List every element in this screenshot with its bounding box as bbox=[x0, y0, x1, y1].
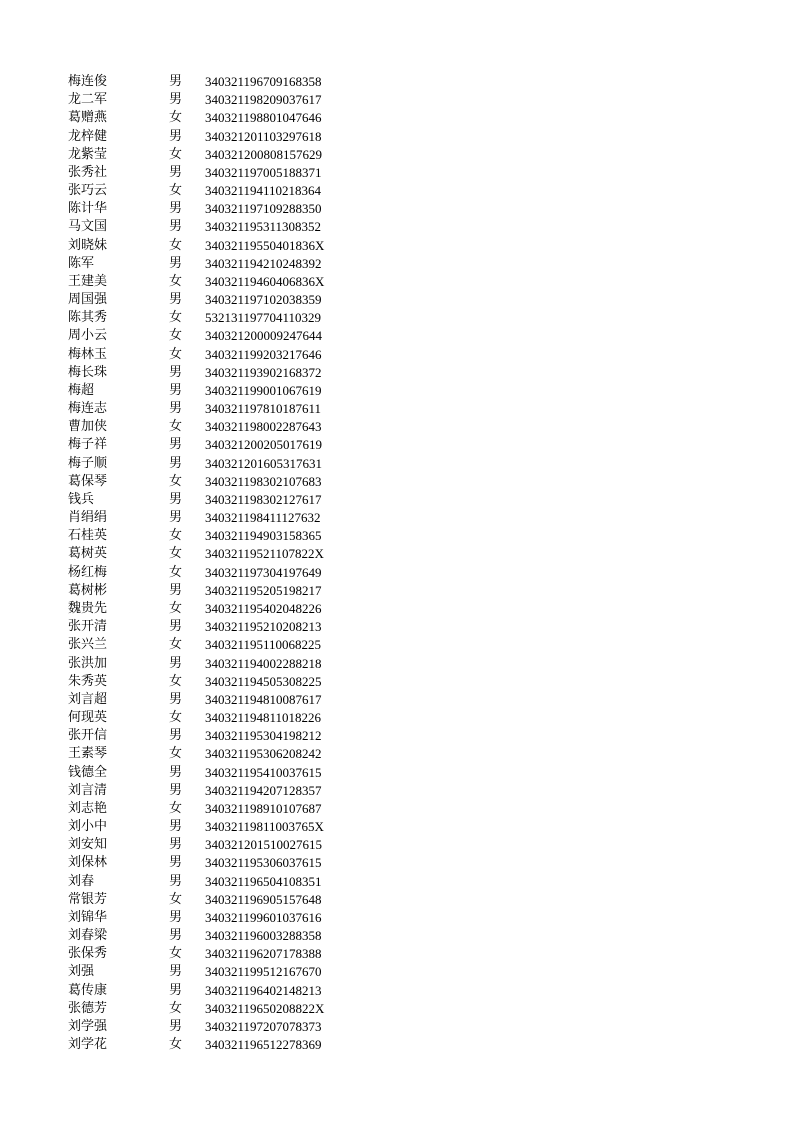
record-row bbox=[68, 673, 368, 691]
record-row bbox=[68, 782, 368, 800]
record-row bbox=[68, 382, 368, 400]
record-row bbox=[68, 200, 368, 218]
record-row bbox=[68, 291, 368, 309]
person-sex: 男 bbox=[169, 909, 183, 925]
person-sex: 男 bbox=[169, 855, 183, 871]
person-name: 杨红梅 bbox=[68, 564, 108, 580]
record-row bbox=[68, 455, 368, 473]
person-name: 梅长珠 bbox=[68, 364, 108, 380]
person-id-number: 340321196402148213 bbox=[205, 982, 322, 998]
person-id-number: 340321195306037615 bbox=[205, 855, 322, 871]
record-row bbox=[68, 836, 368, 854]
person-sex: 女 bbox=[169, 600, 183, 616]
person-sex: 男 bbox=[169, 928, 183, 944]
person-sex: 男 bbox=[169, 219, 183, 235]
person-name: 葛树英 bbox=[68, 546, 108, 562]
person-id-number: 340321198411127632 bbox=[205, 510, 321, 526]
person-sex: 女 bbox=[169, 419, 183, 435]
person-name: 周国强 bbox=[68, 292, 108, 308]
person-id-number: 340321201103297618 bbox=[205, 128, 322, 144]
person-id-number: 340321195306208242 bbox=[205, 746, 322, 762]
person-sex: 男 bbox=[169, 964, 183, 980]
person-sex: 男 bbox=[169, 619, 183, 635]
person-name: 钱兵 bbox=[68, 491, 95, 507]
person-sex: 男 bbox=[169, 401, 183, 417]
person-id-number: 340321195304198212 bbox=[205, 728, 322, 744]
person-id-number: 340321194505308225 bbox=[205, 673, 322, 689]
person-sex: 男 bbox=[169, 74, 183, 89]
record-row bbox=[68, 909, 368, 927]
record-row bbox=[68, 600, 368, 618]
person-sex: 女 bbox=[169, 110, 183, 126]
person-id-number: 340321200808157629 bbox=[205, 146, 322, 162]
person-name: 刘志艳 bbox=[68, 800, 108, 816]
person-name: 刘春梁 bbox=[68, 928, 108, 944]
person-name: 葛赠燕 bbox=[68, 110, 108, 126]
person-name: 钱德全 bbox=[68, 764, 108, 780]
person-sex: 男 bbox=[169, 691, 183, 707]
person-name: 陈其秀 bbox=[68, 310, 108, 326]
record-row bbox=[68, 564, 368, 582]
person-name: 龙紫莹 bbox=[68, 146, 108, 162]
person-id-number: 340321195402048226 bbox=[205, 600, 322, 616]
person-sex: 女 bbox=[169, 528, 183, 544]
person-name: 魏贵先 bbox=[68, 600, 108, 616]
record-row bbox=[68, 364, 368, 382]
person-sex: 女 bbox=[169, 546, 183, 562]
person-sex: 男 bbox=[169, 164, 183, 180]
person-name: 葛树彬 bbox=[68, 582, 108, 598]
person-id-number: 340321193902168372 bbox=[205, 364, 322, 380]
person-name: 刘言超 bbox=[68, 691, 108, 707]
person-sex: 男 bbox=[169, 819, 183, 835]
record-row bbox=[68, 618, 368, 636]
person-id-number: 340321196207178388 bbox=[205, 946, 322, 962]
person-id-number: 340321201510027615 bbox=[205, 837, 322, 853]
person-name: 刘晓妹 bbox=[68, 237, 108, 253]
person-sex: 女 bbox=[169, 328, 183, 344]
person-sex: 女 bbox=[169, 346, 183, 362]
record-row bbox=[68, 436, 368, 454]
record-row bbox=[68, 255, 368, 273]
person-name: 梅连志 bbox=[68, 401, 108, 417]
person-id-number: 340321198910107687 bbox=[205, 800, 322, 816]
record-row bbox=[68, 582, 368, 600]
person-id-number: 340321197102038359 bbox=[205, 292, 322, 308]
record-row bbox=[68, 109, 368, 127]
record-row bbox=[68, 491, 368, 509]
person-name: 周小云 bbox=[68, 328, 108, 344]
person-id-number: 340321194110218364 bbox=[205, 183, 322, 199]
person-sex: 男 bbox=[169, 382, 183, 398]
record-row bbox=[68, 691, 368, 709]
person-id-number: 340321201605317631 bbox=[205, 455, 322, 471]
person-id-number: 340321198302127617 bbox=[205, 491, 322, 507]
person-name: 陈军 bbox=[68, 255, 95, 271]
person-sex: 男 bbox=[169, 292, 183, 308]
record-row bbox=[68, 545, 368, 563]
record-row bbox=[68, 473, 368, 491]
record-row bbox=[68, 800, 368, 818]
record-row bbox=[68, 727, 368, 745]
person-name: 曹加侠 bbox=[68, 419, 108, 435]
person-sex: 女 bbox=[169, 183, 183, 199]
person-id-number: 340321194903158365 bbox=[205, 528, 322, 544]
person-id-number: 34032119811003765X bbox=[205, 819, 324, 835]
person-name: 张开清 bbox=[68, 619, 108, 635]
person-name: 葛传康 bbox=[68, 982, 108, 998]
record-row bbox=[68, 182, 368, 200]
person-name: 张保秀 bbox=[68, 946, 108, 962]
person-sex: 男 bbox=[169, 92, 183, 108]
person-sex: 女 bbox=[169, 146, 183, 162]
person-sex: 男 bbox=[169, 764, 183, 780]
person-id-number: 340321195205198217 bbox=[205, 582, 322, 598]
person-name: 张开信 bbox=[68, 728, 108, 744]
record-row bbox=[68, 655, 368, 673]
record-row bbox=[68, 818, 368, 836]
record-row bbox=[68, 73, 368, 91]
person-name: 何现英 bbox=[68, 710, 108, 726]
person-sex: 女 bbox=[169, 237, 183, 253]
person-id-number: 340321198302107683 bbox=[205, 473, 322, 489]
record-row bbox=[68, 1000, 368, 1018]
person-name: 龙二军 bbox=[68, 92, 108, 108]
person-name: 张洪加 bbox=[68, 655, 108, 671]
person-id-number: 340321197207078373 bbox=[205, 1018, 322, 1034]
person-sex: 女 bbox=[169, 800, 183, 816]
person-name: 张秀社 bbox=[68, 164, 108, 180]
person-id-number: 340321199001067619 bbox=[205, 382, 322, 398]
record-row bbox=[68, 1018, 368, 1036]
record-row bbox=[68, 418, 368, 436]
person-id-number: 340321197109288350 bbox=[205, 201, 322, 217]
person-id-number: 340321199601037616 bbox=[205, 909, 322, 925]
record-row bbox=[68, 527, 368, 545]
person-id-number: 340321195210208213 bbox=[205, 619, 322, 635]
person-name: 张巧云 bbox=[68, 183, 108, 199]
person-sex: 男 bbox=[169, 201, 183, 217]
record-row bbox=[68, 873, 368, 891]
record-row bbox=[68, 745, 368, 763]
person-sex: 男 bbox=[169, 728, 183, 744]
person-sex: 男 bbox=[169, 510, 183, 526]
person-sex: 男 bbox=[169, 837, 183, 853]
person-name: 常银芳 bbox=[68, 891, 108, 907]
person-name: 刘保林 bbox=[68, 855, 108, 871]
person-sex: 女 bbox=[169, 1037, 183, 1053]
record-row bbox=[68, 709, 368, 727]
person-name: 肖绢绢 bbox=[68, 510, 108, 526]
person-id-number: 340321200205017619 bbox=[205, 437, 322, 453]
person-sex: 女 bbox=[169, 891, 183, 907]
person-name: 刘春 bbox=[68, 873, 95, 889]
record-row bbox=[68, 273, 368, 291]
person-id-number: 340321197005188371 bbox=[205, 164, 322, 180]
person-sex: 男 bbox=[169, 255, 183, 271]
person-id-number: 340321196504108351 bbox=[205, 873, 322, 889]
person-name: 石桂英 bbox=[68, 528, 108, 544]
person-sex: 女 bbox=[169, 310, 183, 326]
person-id-number: 34032119650208822X bbox=[205, 1000, 325, 1016]
person-id-number: 340321195311308352 bbox=[205, 219, 322, 235]
person-id-number: 34032119460406836X bbox=[205, 273, 325, 289]
person-sex: 男 bbox=[169, 582, 183, 598]
person-id-number: 340321199512167670 bbox=[205, 964, 322, 980]
record-row bbox=[68, 309, 368, 327]
person-id-number: 340321194002288218 bbox=[205, 655, 322, 671]
person-id-number: 340321195110068225 bbox=[205, 637, 322, 653]
person-id-number: 340321198209037617 bbox=[205, 92, 322, 108]
person-name: 张德芳 bbox=[68, 1000, 108, 1016]
person-id-number: 34032119521107822X bbox=[205, 546, 324, 562]
person-name: 刘安知 bbox=[68, 837, 108, 853]
record-row bbox=[68, 963, 368, 981]
record-row bbox=[68, 218, 368, 236]
person-id-number: 340321194207128357 bbox=[205, 782, 322, 798]
record-row bbox=[68, 164, 368, 182]
person-sex: 女 bbox=[169, 637, 183, 653]
record-row bbox=[68, 91, 368, 109]
person-id-number: 340321198002287643 bbox=[205, 419, 322, 435]
person-name: 刘锦华 bbox=[68, 909, 108, 925]
person-name: 刘言清 bbox=[68, 782, 108, 798]
person-name: 朱秀英 bbox=[68, 673, 108, 689]
person-sex: 女 bbox=[169, 673, 183, 689]
person-id-number: 34032119550401836X bbox=[205, 237, 325, 253]
record-row bbox=[68, 636, 368, 654]
person-name: 梅林玉 bbox=[68, 346, 108, 362]
person-name: 刘学花 bbox=[68, 1037, 108, 1053]
record-row bbox=[68, 891, 368, 909]
record-row bbox=[68, 346, 368, 364]
person-id-number: 340321194811018226 bbox=[205, 710, 322, 726]
person-id-number: 340321196905157648 bbox=[205, 891, 322, 907]
person-id-number: 340321194810087617 bbox=[205, 691, 322, 707]
person-name: 陈计华 bbox=[68, 201, 108, 217]
record-row bbox=[68, 327, 368, 345]
person-sex: 男 bbox=[169, 455, 183, 471]
person-name: 龙梓健 bbox=[68, 128, 108, 144]
person-sex: 男 bbox=[169, 655, 183, 671]
person-name: 王建美 bbox=[68, 273, 108, 289]
person-id-number: 340321195410037615 bbox=[205, 764, 322, 780]
record-row bbox=[68, 1036, 368, 1054]
records-list bbox=[68, 73, 368, 1054]
person-name: 刘学强 bbox=[68, 1018, 108, 1034]
person-id-number: 340321198801047646 bbox=[205, 110, 322, 126]
person-name: 刘小中 bbox=[68, 819, 108, 835]
person-name: 刘强 bbox=[68, 964, 95, 980]
person-name: 梅子祥 bbox=[68, 437, 108, 453]
person-sex: 女 bbox=[169, 473, 183, 489]
person-name: 马文国 bbox=[68, 219, 108, 235]
person-sex: 女 bbox=[169, 1000, 183, 1016]
person-sex: 女 bbox=[169, 946, 183, 962]
person-sex: 男 bbox=[169, 437, 183, 453]
person-name: 梅超 bbox=[68, 382, 95, 398]
record-row bbox=[68, 945, 368, 963]
person-sex: 男 bbox=[169, 873, 183, 889]
record-row bbox=[68, 982, 368, 1000]
record-row bbox=[68, 764, 368, 782]
person-name: 梅子顺 bbox=[68, 455, 108, 471]
record-row bbox=[68, 509, 368, 527]
person-sex: 女 bbox=[169, 273, 183, 289]
person-id-number: 340321194210248392 bbox=[205, 255, 322, 271]
person-sex: 男 bbox=[169, 491, 183, 507]
person-id-number: 532131197704110329 bbox=[205, 310, 322, 326]
person-name: 葛保琴 bbox=[68, 473, 108, 489]
person-name: 王素琴 bbox=[68, 746, 108, 762]
person-sex: 女 bbox=[169, 710, 183, 726]
record-row bbox=[68, 237, 368, 255]
person-sex: 男 bbox=[169, 1018, 183, 1034]
person-id-number: 340321199203217646 bbox=[205, 346, 322, 362]
person-sex: 男 bbox=[169, 982, 183, 998]
person-sex: 男 bbox=[169, 128, 183, 144]
person-sex: 男 bbox=[169, 782, 183, 798]
person-id-number: 340321196003288358 bbox=[205, 928, 322, 944]
record-row bbox=[68, 128, 368, 146]
record-row bbox=[68, 400, 368, 418]
person-sex: 女 bbox=[169, 564, 183, 580]
person-id-number: 340321196709168358 bbox=[205, 74, 322, 89]
record-row bbox=[68, 146, 368, 164]
record-row bbox=[68, 927, 368, 945]
person-id-number: 340321197810187611 bbox=[205, 401, 322, 417]
person-sex: 女 bbox=[169, 746, 183, 762]
person-id-number: 340321196512278369 bbox=[205, 1037, 322, 1053]
record-row bbox=[68, 854, 368, 872]
person-id-number: 340321200009247644 bbox=[205, 328, 322, 344]
person-name: 张兴兰 bbox=[68, 637, 108, 653]
person-name: 梅连俊 bbox=[68, 74, 108, 89]
person-id-number: 340321197304197649 bbox=[205, 564, 322, 580]
person-sex: 男 bbox=[169, 364, 183, 380]
